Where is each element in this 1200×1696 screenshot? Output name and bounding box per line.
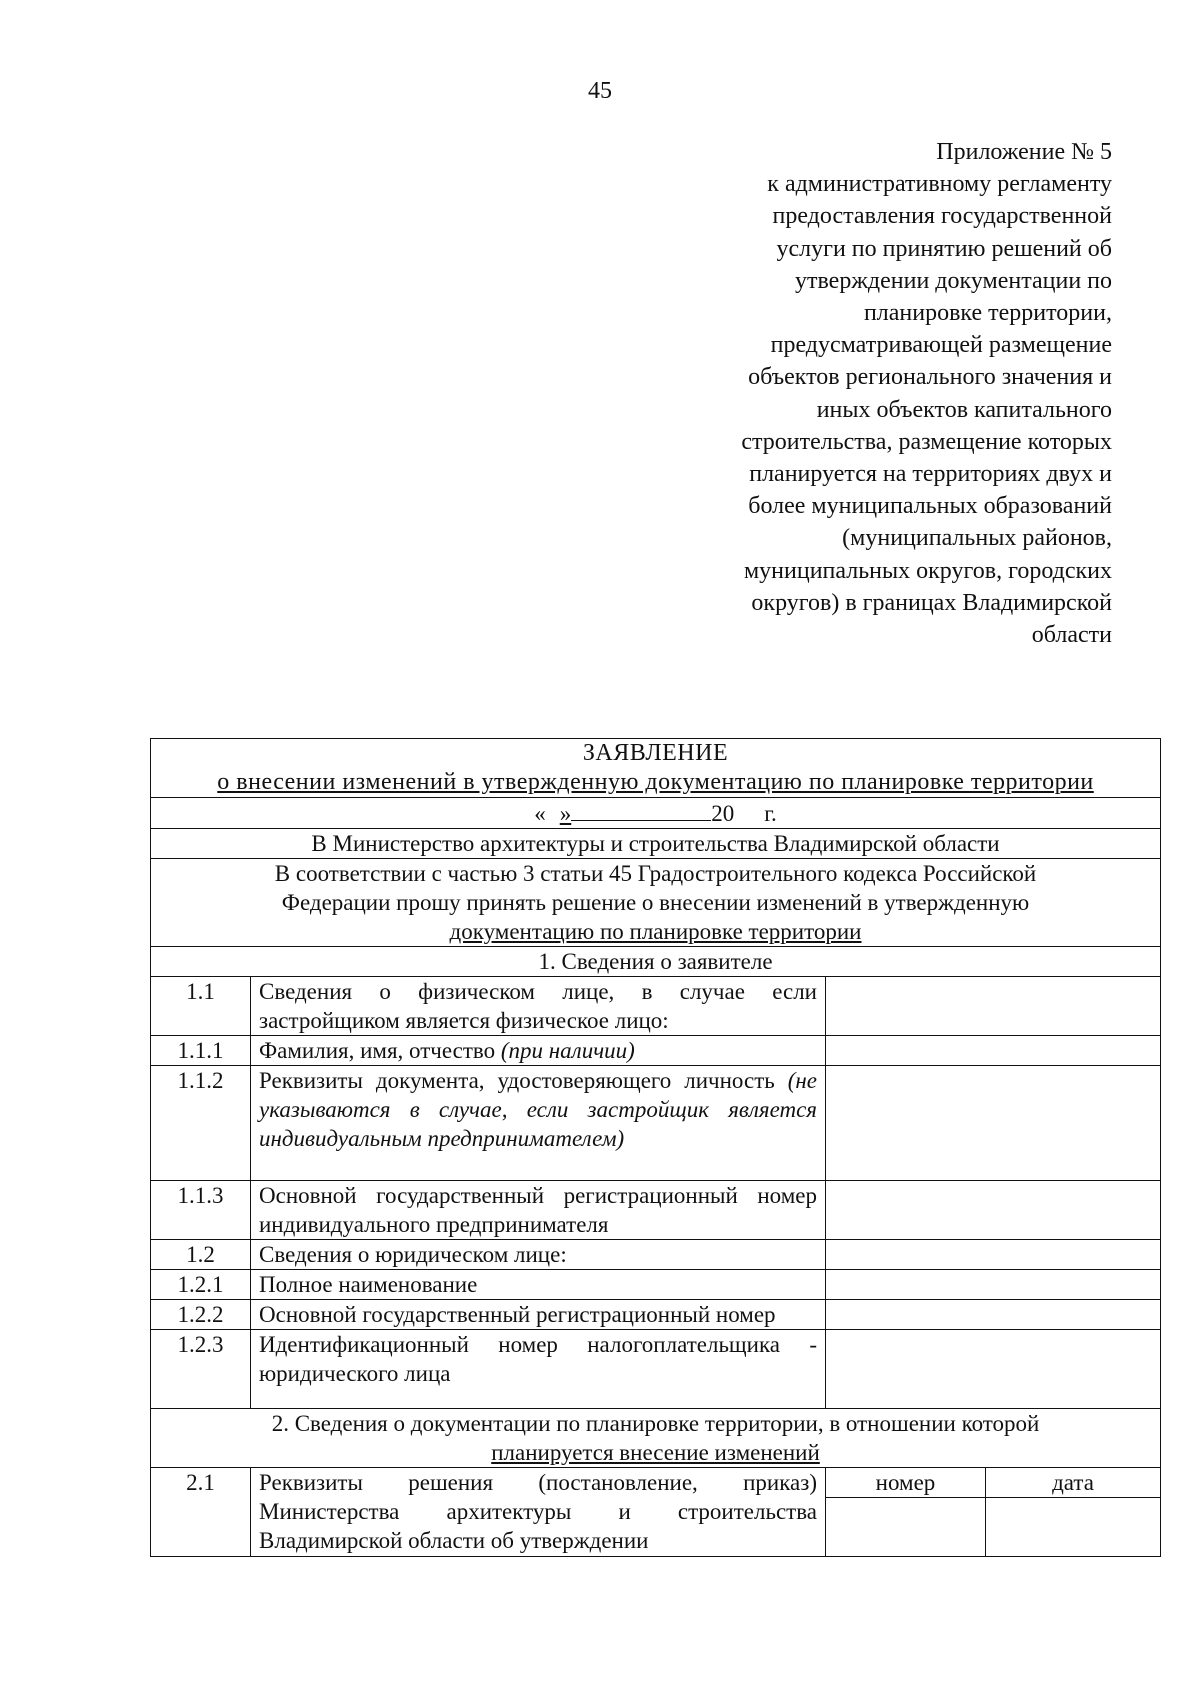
- row-label: Полное наименование: [251, 1270, 826, 1300]
- row-number: 1.2.2: [151, 1300, 251, 1330]
- table-row: [151, 977, 1161, 1036]
- appendix-line: планируется на территориях двух и: [749, 461, 1112, 488]
- decision-number-cell[interactable]: [826, 1498, 986, 1557]
- table-row: [151, 1066, 1161, 1181]
- request-row: [151, 859, 1161, 947]
- appendix-line: предоставления государственной: [772, 203, 1112, 230]
- row-value-cell[interactable]: [826, 1066, 1161, 1181]
- table-row: [151, 1300, 1161, 1330]
- section-2-line: планируется внесение изменений: [491, 1440, 820, 1465]
- row-label: Идентификационный номер налогоплательщика - юридического лица: [251, 1330, 826, 1409]
- date-row: [151, 798, 1161, 829]
- row-value-cell[interactable]: [826, 1300, 1161, 1330]
- section-2-title: [151, 1409, 1161, 1468]
- row-number: 1.2.1: [151, 1270, 251, 1300]
- row-number: 1.2: [151, 1240, 251, 1270]
- appendix-line: планировке территории,: [863, 300, 1112, 327]
- date-month-blank[interactable]: [571, 798, 711, 821]
- table-row: [151, 1240, 1161, 1270]
- row-label-note: (не указываются в случае, если застройщик является индивидуальным предпринимателем): [259, 1068, 817, 1151]
- row-label: Сведения о физическом лице, в случае если застройщиком является физическое лицо:: [251, 977, 826, 1036]
- row-value-cell[interactable]: [826, 1181, 1161, 1240]
- appendix-header: [592, 136, 1112, 651]
- form-title: [151, 739, 1161, 798]
- appendix-line: округов) в границах Владимирской: [751, 589, 1112, 616]
- row-value-cell[interactable]: [826, 1240, 1161, 1270]
- table-row: [151, 1330, 1161, 1409]
- section-1-row: [151, 947, 1161, 977]
- application-form-table: [150, 738, 1161, 1557]
- addressee: В Министерство архитектуры и строительства Владимирской области: [151, 829, 1161, 859]
- date-line: [151, 798, 1161, 829]
- table-row: [151, 1270, 1161, 1300]
- appendix-line: к административному регламенту: [767, 171, 1112, 198]
- date-suffix: г.: [764, 801, 777, 826]
- appendix-line: более муниципальных образований: [748, 493, 1112, 520]
- form-title-text: ЗАЯВЛЕНИЕ: [582, 740, 729, 766]
- row-number: 1.1: [151, 977, 251, 1036]
- request-line: документацию по планировке территории: [449, 919, 862, 944]
- row-label: Сведения о юридическом лице:: [251, 1240, 826, 1270]
- row-number: 1.1.2: [151, 1066, 251, 1181]
- page-number: 45: [588, 78, 612, 104]
- request-line: Федерации прошу принять решение о внесении изменений в утвержденную: [281, 890, 1030, 915]
- appendix-title: Приложение № 5: [936, 139, 1112, 165]
- appendix-line: (муниципальных районов,: [842, 525, 1112, 552]
- row-number: 2.1: [151, 1468, 251, 1557]
- table-row: [151, 1036, 1161, 1066]
- section-1-title: 1. Сведения о заявителе: [151, 947, 1161, 977]
- appendix-line: муниципальных округов, городских: [743, 557, 1112, 584]
- form-subtitle: о внесении изменений в утвержденную документацию по планировке территории: [217, 769, 1094, 795]
- request-line: В соответствии с частью 3 статьи 45 Градостроительного кодекса Российской: [274, 861, 1037, 886]
- date-open-quote: «: [534, 801, 546, 826]
- row-label: Основной государственный регистрационный номер индивидуального предпринимателя: [251, 1181, 826, 1240]
- row-value-cell[interactable]: [826, 1036, 1161, 1066]
- table-row: [151, 1468, 1161, 1498]
- row-number: 1.1.3: [151, 1181, 251, 1240]
- row-number: 1.2.3: [151, 1330, 251, 1409]
- row-value-cell[interactable]: [826, 1330, 1161, 1409]
- date-close-quote: »: [559, 801, 572, 826]
- row-label: [251, 1036, 826, 1066]
- appendix-line: утверждении документации по: [794, 267, 1112, 294]
- form-title-row: [151, 739, 1161, 798]
- section-2-row: [151, 1409, 1161, 1468]
- row-label: Основной государственный регистрационный номер: [251, 1300, 826, 1330]
- row-label-text: Реквизиты документа, удостоверяющего личность: [259, 1068, 775, 1093]
- request-text: [151, 859, 1161, 947]
- appendix-line: услуги по принятию решений об: [776, 235, 1112, 262]
- appendix-line: области: [1031, 622, 1112, 649]
- column-header-number: номер: [826, 1468, 986, 1498]
- column-header-date: дата: [986, 1468, 1161, 1498]
- decision-date-cell[interactable]: [986, 1498, 1161, 1557]
- section-2-line: 2. Сведения о документации по планировке территории, в отношении которой: [271, 1411, 1040, 1436]
- table-row: [151, 1181, 1161, 1240]
- appendix-line: иных объектов капитального: [816, 396, 1112, 423]
- addressee-row: [151, 829, 1161, 859]
- appendix-line: строительства, размещение которых: [741, 428, 1112, 455]
- row-value-cell[interactable]: [826, 1270, 1161, 1300]
- row-label-note: (при наличии): [500, 1038, 635, 1063]
- row-label: [251, 1066, 826, 1181]
- row-value-cell[interactable]: [826, 977, 1161, 1036]
- date-year: 20: [711, 801, 735, 826]
- appendix-line: объектов регионального значения и: [748, 364, 1112, 391]
- row-label: Реквизиты решения (постановление, приказ) Министерства архитектуры и строительства Владимирской области об утверждении: [251, 1468, 826, 1557]
- row-label-text: Фамилия, имя, отчество: [259, 1038, 496, 1063]
- row-number: 1.1.1: [151, 1036, 251, 1066]
- appendix-line: предусматривающей размещение: [770, 332, 1112, 359]
